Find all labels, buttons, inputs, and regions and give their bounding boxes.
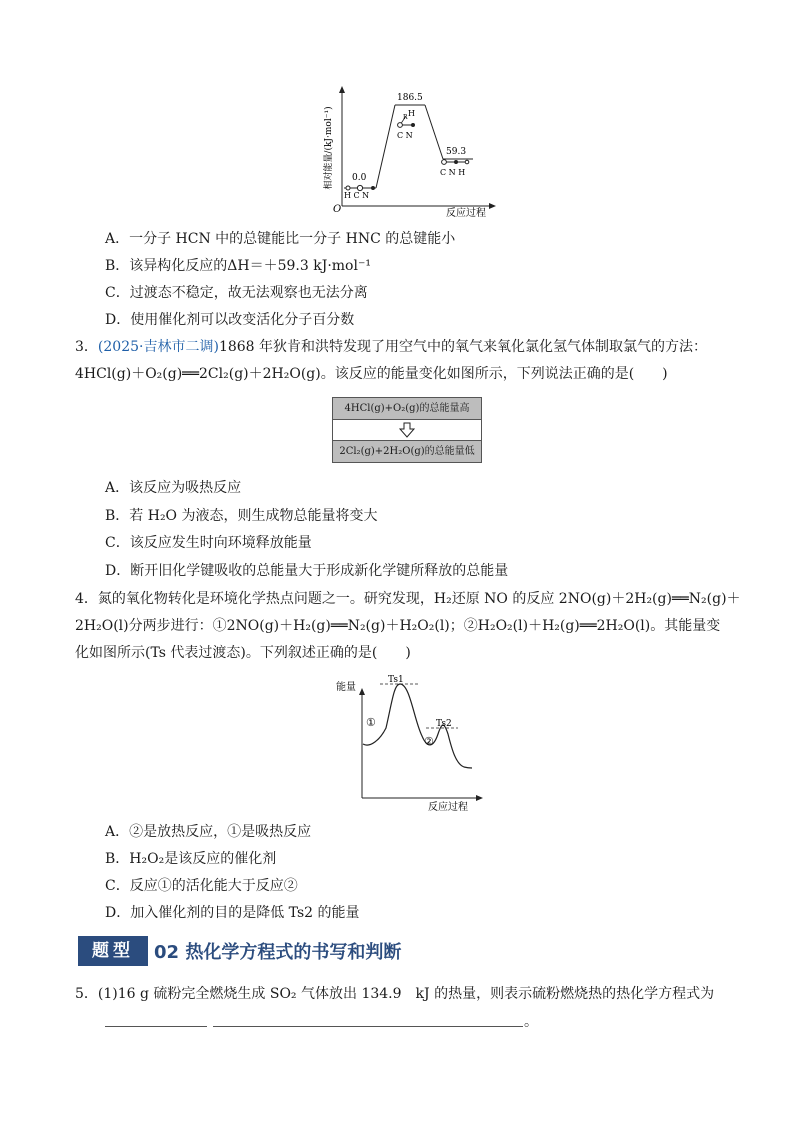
q3-option-a: A．该反应为吸热反应 xyxy=(105,480,242,496)
energy-diagram-two-step xyxy=(330,672,490,814)
section-tag: 题型 xyxy=(78,936,148,966)
q2-option-a: A．一分子 HCN 中的总键能比一分子 HNC 的总键能小 xyxy=(105,231,456,247)
q4-stem-line2: 2H₂O(l)分两步进行：①2NO(g)＋H₂(g)══N₂(g)＋H₂O₂(l)；②H₂O₂(l)＋H₂(g)══2H₂O(l)。其能量变 xyxy=(75,618,721,634)
q3-option-b: B．若 H₂O 为液态，则生成物总能量将变大 xyxy=(105,508,378,524)
q5-stem: 5．(1)16 g 硫粉完全燃烧生成 SO₂ 气体放出 134.9 kJ 的热量，则表示硫粉燃烧热的热化学方程式为 xyxy=(75,986,715,1002)
start-energy-value: 0.0 xyxy=(352,173,367,183)
q3-stem-line2: 4HCl(g)＋O₂(g)══2Cl₂(g)＋2H₂O(g)。该反应的能量变化如图所示，下列说法正确的是( ) xyxy=(75,366,668,382)
q2-option-d: D．使用催化剂可以改变活化分子百分数 xyxy=(105,312,355,328)
energy-diagram-hcn xyxy=(318,84,498,222)
ts1-label: Ts1 xyxy=(388,675,404,685)
ts2-label: Ts2 xyxy=(436,719,452,729)
q4-stem-line3: 化如图所示(Ts 代表过渡态)。下列叙述正确的是( ) xyxy=(75,645,411,661)
axis-y-label: 相对能量/(kJ·mol⁻¹) xyxy=(324,106,334,190)
answer-blank-1[interactable] xyxy=(105,1026,207,1027)
q4-option-a: A．②是放热反应，①是吸热反应 xyxy=(105,824,312,840)
q3-source: (2025·吉林市二调) xyxy=(97,339,219,355)
axis-x-label: 反应过程 xyxy=(446,208,486,219)
q4-option-b: B．H₂O₂是该反应的催化剂 xyxy=(105,851,277,867)
q3-stem-line1 xyxy=(75,337,707,357)
ts-atom-h: H xyxy=(408,109,415,118)
q4-stem-line1: 4．氮的氧化物转化是环境化学热点问题之一。研究发现，H₂还原 NO 的反应 2NO(g)＋2H₂(g)══N₂(g)＋ xyxy=(75,591,741,607)
section-banner xyxy=(78,936,401,966)
axis-origin: O xyxy=(333,204,342,215)
section-title: 02 热化学方程式的书写和判断 xyxy=(154,942,402,963)
end-atoms-label: C N H xyxy=(440,168,466,177)
q4-option-d: D．加入催化剂的目的是降低 Ts2 的能量 xyxy=(105,905,360,921)
start-atoms-label: H C N xyxy=(344,191,370,200)
answer-blank-2[interactable] xyxy=(213,1026,523,1027)
q3-option-d: D．断开旧化学键吸收的总能量大于形成新化学键所释放的总能量 xyxy=(105,563,509,579)
axis-y-label: 能量 xyxy=(336,682,356,693)
product-energy-box: 2Cl₂(g)+2H₂O(g)的总能量低 xyxy=(333,441,481,462)
down-arrow-icon xyxy=(333,420,481,441)
peak-energy-value: 186.5 xyxy=(397,93,423,103)
step1-label: ① xyxy=(366,716,376,729)
reactant-energy-box: 4HCl(g)+O₂(g)的总能量高 xyxy=(333,398,481,420)
step2-label: ② xyxy=(424,735,434,748)
ts-atom-extra: R xyxy=(403,114,408,121)
q3-stem-text1: 1868 年狄肯和洪特发现了用空气中的氧气来氧化氯化氢气体制取氯气的方法： xyxy=(218,339,708,355)
q3-option-c: C．该反应发生时向环境释放能量 xyxy=(105,535,312,551)
ts-atoms-label: C N xyxy=(397,131,413,140)
q3-number: 3． xyxy=(75,339,98,355)
end-energy-value: 59.3 xyxy=(446,147,467,157)
q2-option-b: B．该异构化反应的ΔH＝＋59.3 kJ·mol⁻¹ xyxy=(105,258,371,274)
q2-option-c: C．过渡态不稳定，故无法观察也无法分离 xyxy=(105,285,368,301)
energy-level-boxes xyxy=(332,397,482,463)
q4-option-c: C．反应①的活化能大于反应② xyxy=(105,878,298,894)
axis-x-label: 反应过程 xyxy=(428,802,468,813)
q5-end-mark: 。 xyxy=(524,1014,538,1030)
